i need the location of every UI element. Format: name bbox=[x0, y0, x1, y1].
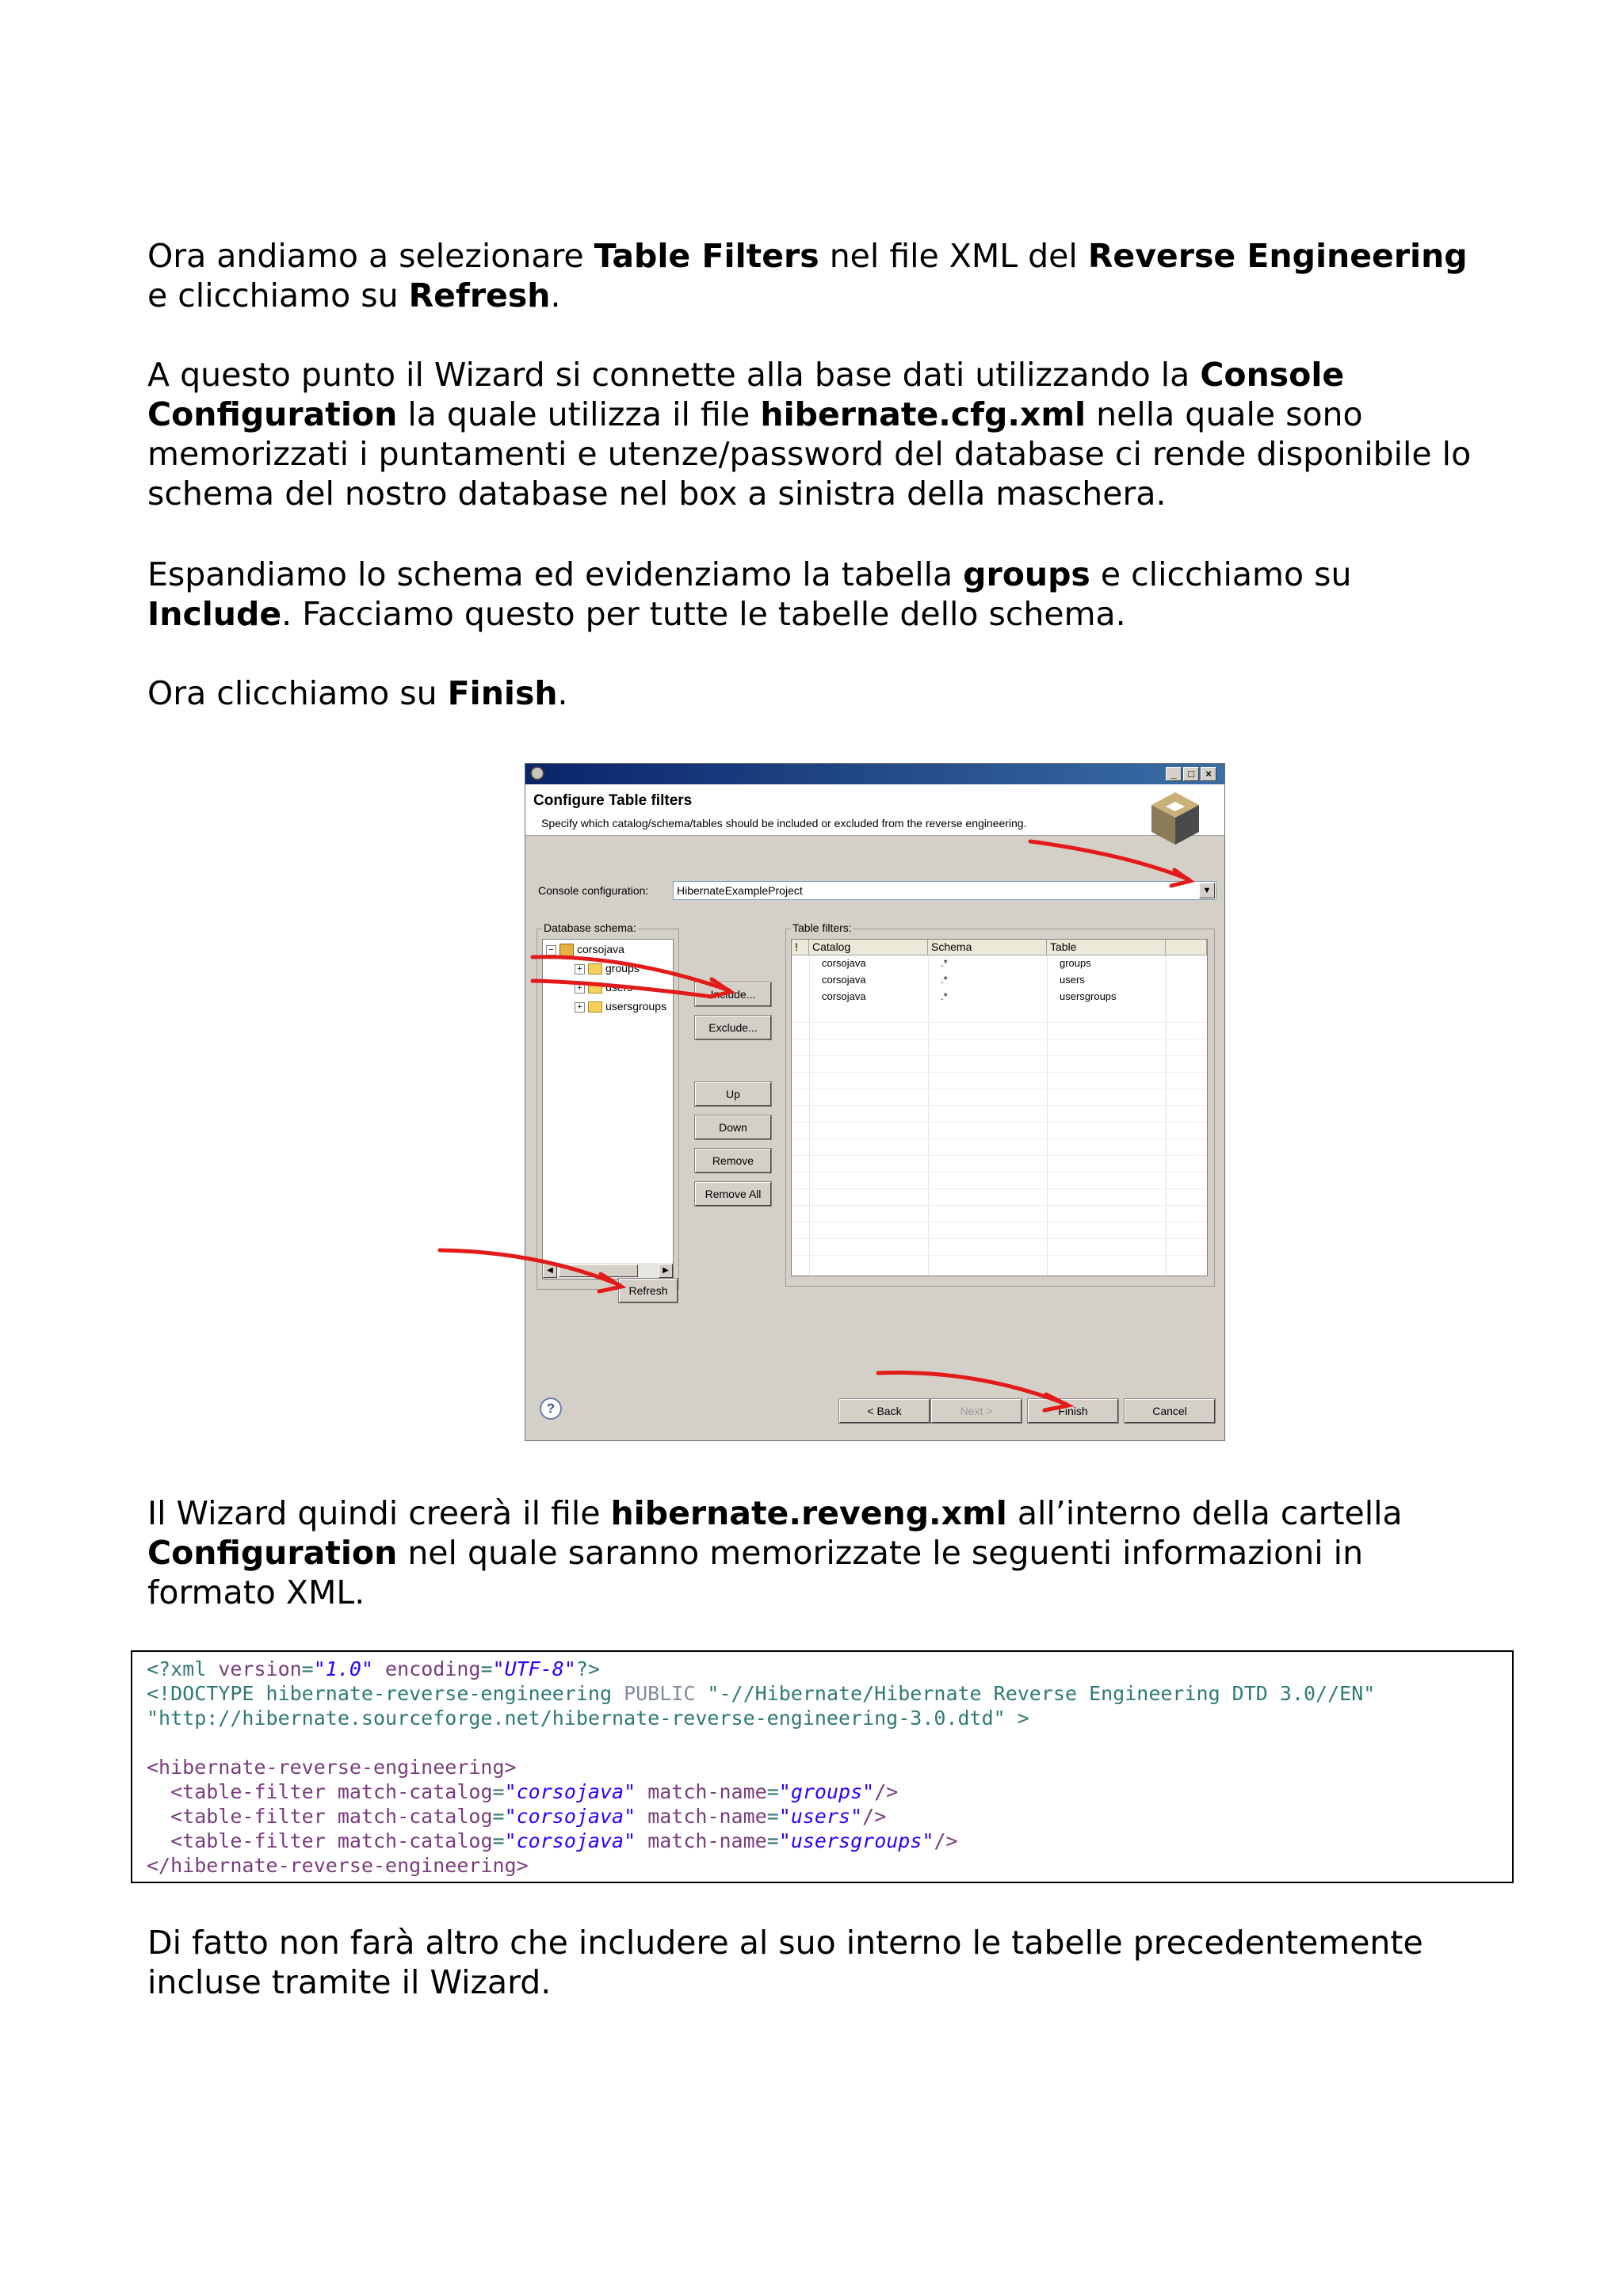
table-row-2-table[interactable]: users bbox=[1060, 974, 1085, 986]
code-line-8: <table-filter match-catalog="corsojava" match-name="usersgroups"/> bbox=[147, 1829, 958, 1852]
console-configuration-select[interactable] bbox=[673, 881, 1216, 900]
paragraph-4: Ora clicchiamo su Finish. bbox=[147, 674, 568, 712]
table-filters-group bbox=[785, 921, 1215, 1287]
paragraph-2: A questo punto il Wizard si connette alla base dati utilizzando la Console Configuration la quale utilizza il file hibernate.cfg.xml nella quale sono memorizzati i puntamenti e utenze/password del database ci rende disponibile lo schema del nostro database nel box a sinistra della maschera. bbox=[147, 356, 1472, 513]
minimize-icon[interactable]: _ bbox=[1166, 767, 1182, 781]
grid-line bbox=[792, 1255, 1207, 1256]
console-configuration-label: Console configuration: bbox=[538, 884, 649, 897]
grid-line bbox=[792, 1238, 1207, 1239]
expand-icon[interactable]: + bbox=[575, 983, 585, 994]
grid-line bbox=[1047, 955, 1048, 1276]
paragraph-3: Espandiamo lo schema ed evidenziamo la tabella groups e clicchiamo su Include. Facciamo questo per tutte le tabelle dello schema. bbox=[147, 555, 1352, 633]
exclude-button[interactable]: Exclude... bbox=[695, 1016, 771, 1039]
tree-item-groups[interactable]: + groups bbox=[575, 962, 640, 974]
code-line-2: <!DOCTYPE hibernate-reverse-engineering PUBLIC "-//Hibernate/Hibernate Reverse Engineering DTD 3.0//EN" bbox=[147, 1682, 1376, 1705]
column-header-catalog[interactable]: Catalog bbox=[809, 940, 928, 955]
table-icon bbox=[588, 982, 602, 994]
column-header-empty bbox=[1166, 940, 1207, 955]
database-schema-group bbox=[537, 921, 679, 1290]
eclipse-logo-icon bbox=[530, 766, 544, 780]
horizontal-scrollbar[interactable] bbox=[543, 1263, 673, 1279]
configure-table-filters-dialog bbox=[525, 763, 1225, 1441]
xml-code-block bbox=[131, 1650, 1514, 1883]
column-header-table[interactable]: Table bbox=[1047, 940, 1166, 955]
grid-line bbox=[792, 1072, 1207, 1073]
grid-line bbox=[792, 1172, 1207, 1173]
table-row-3-schema[interactable]: .* bbox=[941, 990, 948, 1002]
paragraph-6: Di fatto non farà altro che includere al suo interno le tabelle precedentemente incluse tramite il Wizard. bbox=[147, 1924, 1423, 2001]
remove-all-button[interactable]: Remove All bbox=[695, 1182, 771, 1206]
column-header-schema[interactable]: Schema bbox=[928, 940, 1047, 955]
help-icon[interactable]: ? bbox=[540, 1398, 562, 1420]
dialog-title: Configure Table filters bbox=[533, 792, 693, 809]
chevron-down-icon[interactable]: ▼ bbox=[1199, 883, 1215, 898]
code-line-9: </hibernate-reverse-engineering> bbox=[147, 1854, 529, 1877]
code-line-7: <table-filter match-catalog="corsojava" match-name="users"/> bbox=[147, 1805, 887, 1828]
cancel-button[interactable]: Cancel bbox=[1125, 1399, 1215, 1423]
table-row-1-catalog[interactable]: corsojava bbox=[822, 957, 866, 969]
refresh-button[interactable]: Refresh bbox=[619, 1279, 678, 1302]
remove-button[interactable]: Remove bbox=[695, 1149, 771, 1173]
expand-icon[interactable]: + bbox=[575, 964, 585, 974]
table-icon bbox=[588, 1001, 602, 1013]
paragraph-1: Ora andiamo a selezionare Table Filters nel file XML del Reverse Engineering e clicchiamo su Refresh. bbox=[147, 237, 1468, 315]
finish-button[interactable]: Finish bbox=[1028, 1399, 1118, 1423]
grid-line bbox=[792, 1188, 1207, 1189]
include-button[interactable]: Include... bbox=[695, 982, 771, 1006]
table-row-3-table[interactable]: usersgroups bbox=[1060, 990, 1117, 1002]
grid-line bbox=[792, 1022, 1207, 1023]
grid-line bbox=[1166, 955, 1167, 1276]
table-row-1-schema[interactable]: .* bbox=[941, 957, 948, 969]
table-filters-label: Table filters: bbox=[792, 921, 852, 934]
grid-line bbox=[792, 1155, 1207, 1156]
up-button[interactable]: Up bbox=[695, 1082, 771, 1106]
down-button[interactable]: Down bbox=[695, 1116, 771, 1139]
grid-line bbox=[792, 1138, 1207, 1139]
close-icon[interactable]: × bbox=[1201, 767, 1216, 781]
expand-icon[interactable]: + bbox=[575, 1002, 585, 1013]
hibernate-cube-icon bbox=[1144, 788, 1207, 851]
table-row-2-schema[interactable]: .* bbox=[941, 974, 948, 986]
tree-item-usersgroups[interactable]: + usersgroups bbox=[575, 1000, 666, 1013]
maximize-icon[interactable]: □ bbox=[1183, 767, 1199, 781]
next-button[interactable]: Next > bbox=[931, 1399, 1022, 1423]
code-line-5: <hibernate-reverse-engineering> bbox=[147, 1756, 517, 1779]
database-icon bbox=[559, 944, 574, 956]
paragraph-5: Il Wizard quindi creerà il file hibernate.reveng.xml all’interno della cartella Configuration nel quale saranno memorizzate le seguenti informazioni in formato XML. bbox=[147, 1494, 1403, 1611]
code-line-3: "http://hibernate.sourceforge.net/hibernate-reverse-engineering-3.0.dtd" > bbox=[147, 1707, 1029, 1730]
dialog-subtitle: Specify which catalog/schema/tables should be included or excluded from the reverse engineering. bbox=[541, 817, 1027, 830]
table-icon bbox=[588, 963, 602, 974]
tree-root[interactable]: − corsojava bbox=[546, 943, 624, 956]
back-button[interactable]: < Back bbox=[839, 1399, 930, 1423]
code-line-1: <?xml version="1.0" encoding="UTF-8"?> bbox=[147, 1657, 600, 1680]
scroll-thumb[interactable] bbox=[559, 1264, 638, 1277]
database-schema-tree[interactable] bbox=[542, 939, 674, 1280]
console-configuration-value: HibernateExampleProject bbox=[677, 884, 803, 897]
grid-line bbox=[792, 1205, 1207, 1206]
grid-line bbox=[809, 955, 810, 1276]
dialog-titlebar bbox=[525, 764, 1224, 784]
grid-line bbox=[792, 1055, 1207, 1056]
tree-item-users[interactable]: + users bbox=[575, 981, 632, 994]
code-line-6: <table-filter match-catalog="corsojava" match-name="groups"/> bbox=[147, 1780, 899, 1803]
grid-line bbox=[792, 1105, 1207, 1106]
table-filters-grid[interactable] bbox=[791, 939, 1208, 1276]
column-header-flag[interactable]: ! bbox=[792, 940, 809, 955]
table-row-2-catalog[interactable]: corsojava bbox=[822, 974, 866, 986]
scroll-right-icon[interactable]: ▶ bbox=[659, 1264, 673, 1278]
dialog-header bbox=[525, 784, 1224, 836]
table-row-1-table[interactable]: groups bbox=[1060, 957, 1091, 969]
database-schema-label: Database schema: bbox=[544, 921, 636, 934]
grid-line bbox=[792, 1122, 1207, 1123]
table-row-3-catalog[interactable]: corsojava bbox=[822, 990, 866, 1002]
grid-line bbox=[928, 955, 929, 1276]
scroll-left-icon[interactable]: ◀ bbox=[543, 1264, 557, 1278]
collapse-icon[interactable]: − bbox=[546, 945, 556, 955]
